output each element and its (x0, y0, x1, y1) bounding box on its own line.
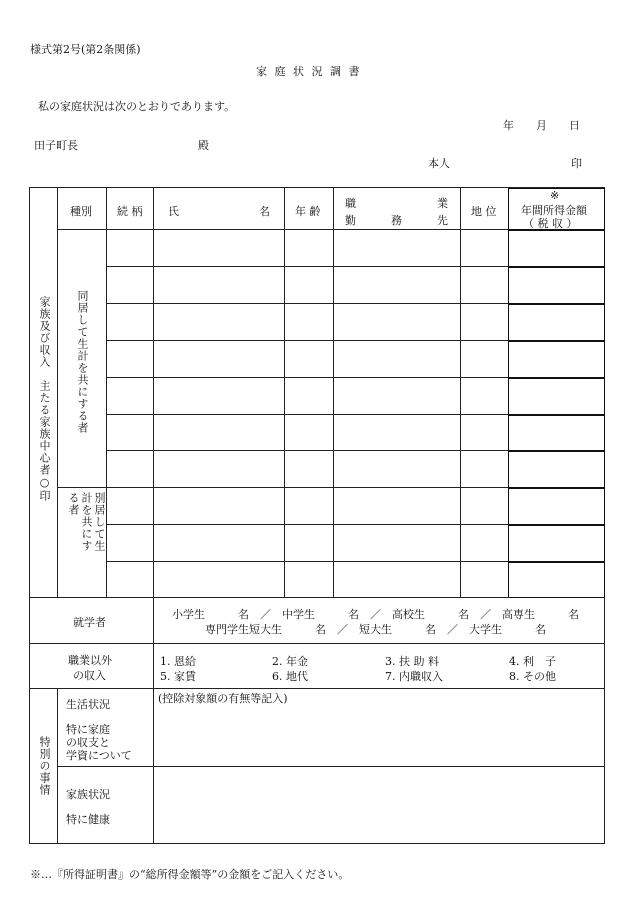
income-cell[interactable] (508, 341, 605, 378)
other-income-item: 7. 内職収入 (385, 670, 443, 683)
col-age: 年 齢 (295, 205, 321, 218)
footnote: ※…『所得証明書』の“総所得金額等”の金額をご記入ください。 (30, 868, 350, 881)
col-income-title: 年間所得金額 (521, 204, 587, 217)
col-workplace-2: 務 (391, 214, 402, 227)
group-separate-label: 別居して生計を共にする者 (67, 492, 106, 552)
col-position: 地 位 (471, 205, 497, 218)
other-income-item: 5. 家賃 (160, 670, 196, 683)
date-labels: 年 月 日 (503, 119, 580, 132)
income-cell[interactable] (508, 525, 605, 562)
income-cell[interactable] (508, 230, 605, 267)
col-income-mark: ※ (550, 189, 560, 202)
form-number: 様式第2号(第2条関係) (30, 43, 141, 56)
applicant-label: 本人 (428, 157, 450, 170)
living-label-4: 学資について (66, 749, 132, 762)
students-line-1: 小学生 名 ／ 中学生 名 ／ 高校生 名 ／ 高専生 名 (172, 608, 579, 621)
other-income-item: 6. 地代 (272, 670, 308, 683)
col-income-sub: （ 税 収 ） (523, 217, 578, 230)
living-label-1: 生活状況 (66, 698, 110, 711)
other-income-label-1: 職業以外 (68, 654, 112, 667)
col-name-1: 氏 (168, 205, 179, 218)
col-relation: 続 柄 (117, 205, 143, 218)
col-name-2: 名 (259, 205, 270, 218)
other-income-item: 8. その他 (509, 670, 556, 683)
family-income-side-label: 家族及び収入 主たる家族中心者○印 (38, 296, 51, 502)
other-income-label-2: の収入 (73, 669, 106, 682)
income-cell[interactable] (508, 267, 605, 304)
family-label-2: 特に健康 (66, 813, 110, 826)
other-income-item: 2. 年金 (272, 655, 308, 668)
col-type: 種別 (70, 205, 92, 218)
page-title: 家 庭 状 況 調 書 (256, 65, 362, 78)
living-label-3: の収支と (66, 736, 110, 749)
income-cell[interactable] (508, 451, 605, 488)
col-workplace-3: 先 (437, 214, 448, 227)
seal-mark: 印 (571, 157, 582, 170)
statement: 私の家庭状況は次のとおりであります。 (38, 100, 236, 113)
honorific: 殿 (198, 139, 209, 152)
living-note: (控除対象額の有無等記入) (158, 692, 288, 705)
income-cell[interactable] (508, 562, 605, 598)
income-cell[interactable] (508, 304, 605, 341)
col-occupation-1: 職 (345, 197, 356, 210)
family-input-area[interactable] (154, 767, 604, 843)
other-income-item: 4. 利 子 (509, 655, 556, 668)
living-input-area[interactable] (154, 704, 604, 766)
col-occupation-2: 業 (437, 197, 448, 210)
group-together-label: 同居して生計を共にする者 (76, 290, 89, 434)
col-workplace-1: 勤 (345, 214, 356, 227)
family-label-1: 家族状況 (66, 788, 110, 801)
students-label: 就学者 (73, 616, 106, 629)
addressee: 田子町長 (34, 139, 78, 152)
income-cell[interactable] (508, 488, 605, 525)
students-line-2: 専門学生短大生 名 ／ 短大生 名 ／ 大学生 名 (205, 623, 546, 636)
other-income-item: 3. 扶 助 料 (385, 655, 439, 668)
special-side-label: 特別の事情 (38, 736, 51, 796)
income-cell[interactable] (508, 415, 605, 451)
other-income-item: 1. 恩給 (160, 655, 196, 668)
living-label-2: 特に家庭 (66, 723, 110, 736)
income-cell[interactable] (508, 378, 605, 415)
